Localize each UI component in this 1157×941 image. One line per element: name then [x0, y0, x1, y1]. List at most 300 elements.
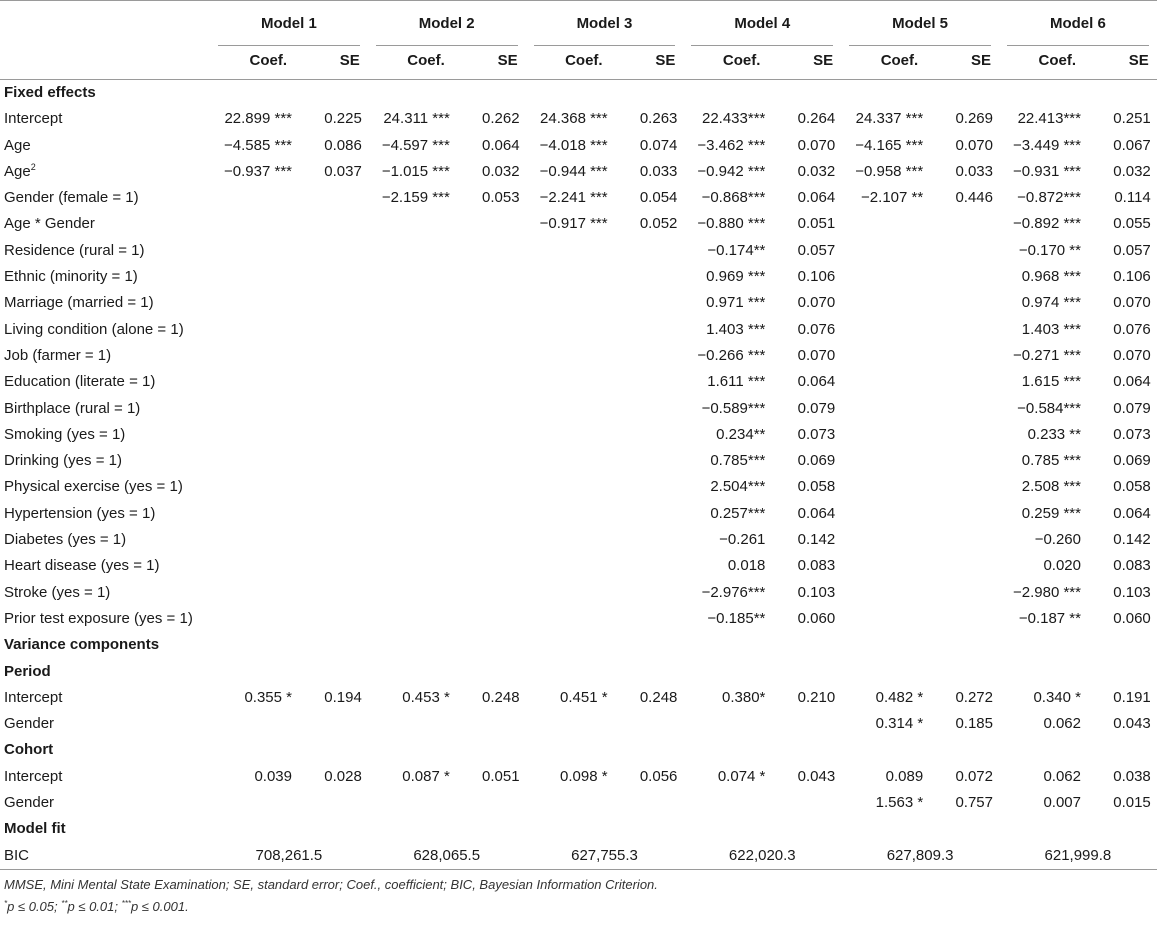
se-cell [936, 264, 999, 290]
table-row [0, 317, 1157, 343]
empty-cell [526, 816, 621, 842]
coef-cell: 2.508 *** [1021, 478, 1081, 496]
se-cell [621, 343, 684, 369]
se-cell: 0.083 [1113, 557, 1151, 575]
coef-cell: 2.504*** [710, 478, 766, 496]
se-cell: 0.057 [797, 241, 836, 259]
se-header: SE [339, 52, 360, 69]
coef-cell: 0.969 *** [706, 268, 766, 286]
coef-cell: 0.482 * [875, 688, 924, 706]
coef-cell: 1.611 *** [707, 373, 766, 391]
coef-cell [841, 369, 936, 395]
table-row [0, 238, 1157, 264]
coef-cell [210, 580, 305, 606]
se-cell [463, 369, 526, 395]
se-cell: 0.073 [1113, 425, 1151, 443]
coef-cell: 0.785*** [710, 452, 766, 470]
row-label-text: Gender [4, 794, 55, 812]
section-row [0, 659, 1157, 685]
coef-cell [526, 343, 621, 369]
se-cell: 0.015 [1113, 794, 1151, 812]
coef-cell: 0.089 [885, 767, 924, 785]
se-cell: 0.064 [1113, 373, 1151, 391]
coef-cell: −0.584*** [1017, 399, 1081, 417]
coef-cell: −0.958 *** [855, 162, 924, 180]
coef-cell [210, 396, 305, 422]
coef-cell: 0.020 [1043, 557, 1081, 575]
bic-cell: 708,261.5 [255, 846, 323, 864]
sig-mark: ** [61, 899, 68, 908]
table-row [0, 448, 1157, 474]
empty-cell [841, 80, 936, 107]
coef-cell [368, 501, 463, 527]
se-cell [463, 553, 526, 579]
model-header [683, 1, 841, 48]
empty-cell [841, 632, 936, 658]
empty-cell [463, 816, 526, 842]
table-body [0, 80, 1157, 870]
empty-cell [621, 659, 684, 685]
row-label-text: Marriage (married = 1) [4, 294, 154, 312]
empty-cell [210, 737, 305, 763]
coef-cell [526, 606, 621, 632]
se-cell: 0.060 [797, 609, 836, 627]
coef-cell: 0.974 *** [1021, 294, 1081, 312]
row-label-text: Heart disease (yes = 1) [4, 557, 160, 575]
se-cell [936, 527, 999, 553]
coef-cell: 24.311 *** [383, 110, 450, 128]
empty-cell [841, 659, 936, 685]
coef-cell: 1.615 *** [1021, 373, 1081, 391]
se-cell: 0.051 [482, 767, 520, 785]
coef-cell: −0.880 *** [697, 215, 766, 233]
corner-cell [0, 47, 210, 80]
table-row [0, 343, 1157, 369]
empty-cell [683, 632, 778, 658]
empty-cell [1094, 737, 1157, 763]
se-cell: 0.114 [1114, 189, 1151, 207]
coef-cell [526, 290, 621, 316]
coef-cell: −0.271 *** [1013, 346, 1081, 364]
superscript: 2 [30, 161, 36, 172]
coef-cell [210, 553, 305, 579]
coef-cell [210, 790, 305, 816]
coef-cell [368, 711, 463, 737]
coef-cell [368, 606, 463, 632]
se-cell: 0.086 [324, 136, 362, 154]
empty-cell [999, 80, 1094, 107]
se-cell: 0.194 [324, 688, 362, 706]
row-label [0, 317, 210, 343]
table-row [0, 396, 1157, 422]
se-cell [305, 606, 368, 632]
se-cell [936, 422, 999, 448]
se-cell: 0.033 [639, 162, 678, 180]
coef-cell [526, 317, 621, 343]
coef-cell [841, 422, 936, 448]
coef-cell [841, 396, 936, 422]
se-cell [463, 501, 526, 527]
se-cell: 0.264 [797, 110, 836, 128]
se-cell: 0.269 [955, 110, 993, 128]
row-label [0, 422, 210, 448]
se-cell: 0.103 [797, 583, 836, 601]
sig-text: p ≤ 0.01; [67, 899, 122, 914]
se-cell: 0.757 [955, 794, 993, 812]
empty-cell [778, 659, 841, 685]
coef-cell [526, 501, 621, 527]
se-cell: 0.037 [324, 162, 362, 180]
row-label-text: Birthplace (rural = 1) [4, 399, 141, 417]
empty-cell [778, 80, 841, 107]
empty-cell [305, 80, 368, 107]
se-cell: 0.060 [1113, 609, 1151, 627]
coef-cell [210, 238, 305, 264]
table-row [0, 843, 1157, 870]
se-cell [621, 606, 684, 632]
model-label: Model 1 [260, 15, 317, 32]
coef-cell [210, 711, 305, 737]
se-cell [778, 790, 841, 816]
se-header: SE [970, 52, 991, 69]
se-cell [936, 211, 999, 237]
row-label-text: Age * Gender [4, 215, 95, 233]
se-cell: 0.033 [955, 162, 993, 180]
model-header [368, 1, 526, 48]
se-cell [621, 527, 684, 553]
coef-cell [526, 580, 621, 606]
se-cell [305, 238, 368, 264]
se-header: SE [497, 52, 518, 69]
se-cell: 0.069 [797, 452, 836, 470]
row-label [0, 343, 210, 369]
se-cell [621, 790, 684, 816]
se-cell: 0.106 [1113, 268, 1151, 286]
sig-text: p ≤ 0.001. [130, 899, 189, 914]
model-header [526, 1, 684, 48]
se-cell: 0.064 [797, 189, 836, 207]
coef-cell [368, 211, 463, 237]
coef-cell: 1.403 *** [1021, 320, 1081, 338]
coef-cell: 0.087 * [402, 767, 450, 785]
section-label: Model fit [4, 820, 66, 838]
coef-cell [841, 580, 936, 606]
coef-cell: −0.937 *** [224, 162, 292, 180]
empty-cell [210, 816, 305, 842]
se-cell: 0.028 [324, 767, 362, 785]
coef-cell: 22.433*** [701, 110, 766, 128]
model-label: Model 6 [1049, 15, 1106, 32]
row-label [0, 106, 210, 132]
coef-cell: 0.785 *** [1021, 452, 1081, 470]
coef-cell: −0.170 ** [1018, 241, 1081, 259]
row-label-text: Intercept [4, 110, 63, 128]
coef-cell: 0.355 * [244, 688, 292, 706]
coef-cell [841, 238, 936, 264]
se-cell [463, 211, 526, 237]
coef-cell [526, 711, 621, 737]
coef-cell [368, 238, 463, 264]
se-cell: 0.055 [1113, 215, 1151, 233]
se-cell: 0.191 [1113, 688, 1151, 706]
se-cell [621, 448, 684, 474]
se-cell: 0.074 [639, 136, 678, 154]
empty-cell [936, 80, 999, 107]
se-cell: 0.072 [955, 767, 993, 785]
coef-cell [368, 369, 463, 395]
se-cell [305, 264, 368, 290]
empty-cell [621, 816, 684, 842]
se-cell [305, 290, 368, 316]
coef-cell [210, 501, 305, 527]
row-label [0, 185, 210, 211]
row-label: BIC [4, 846, 30, 864]
se-cell [305, 790, 368, 816]
table-row [0, 711, 1157, 737]
bic-cell: 622,020.3 [728, 846, 796, 864]
se-cell: 0.058 [797, 478, 836, 496]
table-row [0, 211, 1157, 237]
se-cell: 0.185 [955, 715, 993, 733]
row-label-text: Age [4, 162, 31, 180]
coef-cell [841, 527, 936, 553]
empty-cell [1094, 632, 1157, 658]
coef-cell [210, 211, 305, 237]
row-label [0, 159, 210, 185]
coef-cell: −0.917 *** [539, 215, 608, 233]
se-cell [305, 369, 368, 395]
empty-cell [999, 659, 1094, 685]
se-cell [936, 396, 999, 422]
empty-cell [621, 632, 684, 658]
empty-cell [305, 632, 368, 658]
row-label [0, 264, 210, 290]
se-cell: 0.248 [639, 688, 678, 706]
table-row [0, 369, 1157, 395]
row-label-text: Living condition (alone = 1) [4, 320, 184, 338]
coef-cell [841, 264, 936, 290]
coef-cell [526, 238, 621, 264]
empty-cell [683, 737, 778, 763]
se-cell [936, 369, 999, 395]
coef-cell [841, 606, 936, 632]
coef-header: Coef. [565, 52, 603, 69]
se-cell: 0.064 [482, 136, 520, 154]
coef-cell [368, 343, 463, 369]
coef-cell: −3.449 *** [1013, 136, 1081, 154]
coef-cell [526, 474, 621, 500]
empty-cell [1094, 659, 1157, 685]
se-cell: 0.070 [797, 346, 836, 364]
empty-cell [305, 737, 368, 763]
coef-cell [841, 501, 936, 527]
se-cell [463, 422, 526, 448]
table-row [0, 185, 1157, 211]
model-label: Model 4 [734, 15, 791, 32]
coef-cell: −4.018 *** [539, 136, 608, 154]
empty-cell [368, 632, 463, 658]
se-cell [305, 422, 368, 448]
se-cell [463, 264, 526, 290]
coef-cell: 0.062 [1043, 767, 1081, 785]
se-cell: 0.263 [639, 110, 678, 128]
empty-cell [999, 632, 1094, 658]
se-cell [305, 501, 368, 527]
empty-cell [1094, 80, 1157, 107]
se-cell [621, 474, 684, 500]
se-cell [936, 290, 999, 316]
se-cell [305, 580, 368, 606]
coef-cell [683, 711, 778, 737]
se-cell: 0.272 [955, 688, 993, 706]
empty-cell [210, 632, 305, 658]
se-cell: 0.043 [1113, 715, 1151, 733]
table-row [0, 764, 1157, 790]
se-cell: 0.079 [797, 399, 836, 417]
table-row [0, 527, 1157, 553]
coef-cell [368, 290, 463, 316]
se-cell [463, 448, 526, 474]
empty-cell [683, 816, 778, 842]
coef-cell: 0.380* [722, 688, 766, 706]
se-cell: 0.142 [1113, 531, 1151, 549]
coef-cell: −0.872*** [1017, 189, 1081, 207]
row-label-text: Prior test exposure (yes = 1) [4, 609, 193, 627]
coef-cell [526, 553, 621, 579]
empty-cell [841, 816, 936, 842]
coef-cell: −2.980 *** [1013, 583, 1081, 601]
empty-cell [778, 737, 841, 763]
se-cell: 0.052 [639, 215, 678, 233]
model-header [999, 1, 1157, 48]
coef-cell: 1.563 * [875, 794, 924, 812]
row-label [0, 290, 210, 316]
coef-cell [841, 317, 936, 343]
coef-header: Coef. [407, 52, 445, 69]
empty-cell [305, 659, 368, 685]
section-row [0, 80, 1157, 107]
se-cell [463, 711, 526, 737]
coef-cell: −0.892 *** [1013, 215, 1081, 233]
se-cell [936, 606, 999, 632]
coef-cell [526, 264, 621, 290]
coef-cell: 0.340 * [1033, 688, 1081, 706]
se-cell: 0.043 [797, 767, 836, 785]
table-row [0, 501, 1157, 527]
empty-cell [936, 659, 999, 685]
coef-cell: −2.976*** [701, 583, 766, 601]
se-cell: 0.225 [324, 110, 362, 128]
coef-cell: −4.597 *** [381, 136, 450, 154]
row-label [0, 396, 210, 422]
table-row [0, 264, 1157, 290]
empty-cell [526, 632, 621, 658]
coef-cell: −0.944 *** [539, 162, 608, 180]
coef-cell: −0.261 [719, 531, 766, 549]
row-label [0, 527, 210, 553]
coef-cell [526, 448, 621, 474]
row-label-text: Gender [4, 715, 55, 733]
table-row [0, 290, 1157, 316]
empty-cell [526, 80, 621, 107]
coef-cell: −0.260 [1034, 531, 1081, 549]
se-cell [621, 264, 684, 290]
empty-cell [778, 816, 841, 842]
se-cell: 0.070 [797, 136, 836, 154]
se-cell: 0.070 [1113, 294, 1151, 312]
coef-cell: −0.589*** [701, 399, 766, 417]
se-cell [936, 501, 999, 527]
coef-cell: 1.403 *** [706, 320, 766, 338]
se-cell [621, 317, 684, 343]
row-label-text: Intercept [4, 767, 63, 785]
se-cell: 0.051 [797, 215, 836, 233]
row-label-text: Ethnic (minority = 1) [4, 268, 138, 286]
se-cell [463, 343, 526, 369]
coef-cell [368, 527, 463, 553]
se-cell [621, 396, 684, 422]
row-label [0, 790, 210, 816]
se-cell [305, 448, 368, 474]
se-cell: 0.262 [482, 110, 520, 128]
coef-cell: −2.107 ** [861, 189, 924, 207]
se-cell: 0.248 [482, 688, 520, 706]
coef-cell: −2.159 *** [381, 189, 450, 207]
bic-cell: 621,999.8 [1044, 846, 1112, 864]
empty-cell [368, 80, 463, 107]
row-label-text: Diabetes (yes = 1) [4, 531, 127, 549]
coef-cell [526, 790, 621, 816]
coef-cell: 22.899 *** [224, 110, 292, 128]
se-cell: 0.032 [1113, 162, 1151, 180]
empty-cell [368, 737, 463, 763]
empty-cell [683, 80, 778, 107]
coef-cell: 0.259 *** [1021, 504, 1081, 522]
row-label [0, 501, 210, 527]
se-cell: 0.064 [797, 504, 836, 522]
coef-cell: 0.018 [727, 557, 766, 575]
coef-cell: 0.007 [1043, 794, 1081, 812]
row-label-text: Intercept [4, 688, 63, 706]
coef-cell [526, 527, 621, 553]
coef-cell: 0.453 * [402, 688, 450, 706]
footnote-abbreviations: MMSE, Mini Mental State Examination; SE, standard error; Coef., coefficient; BIC, Bayesian Information Criterion. [4, 877, 658, 892]
coef-header: Coef. [1038, 52, 1076, 69]
section-row [0, 816, 1157, 842]
coef-cell [368, 553, 463, 579]
se-cell [936, 580, 999, 606]
se-cell [463, 474, 526, 500]
sig-mark: *** [121, 899, 131, 908]
empty-cell [463, 632, 526, 658]
se-cell [621, 369, 684, 395]
coef-cell: −4.165 *** [855, 136, 924, 154]
coef-header: Coef. [249, 52, 287, 69]
empty-cell [1094, 816, 1157, 842]
coef-cell [210, 369, 305, 395]
se-cell: 0.057 [1113, 241, 1151, 259]
row-label-text: Education (literate = 1) [4, 373, 156, 391]
se-cell [621, 422, 684, 448]
bic-cell: 628,065.5 [413, 846, 481, 864]
se-cell: 0.106 [797, 268, 836, 286]
coef-cell: −0.868*** [701, 189, 766, 207]
se-cell [305, 343, 368, 369]
empty-cell [368, 659, 463, 685]
se-cell [621, 238, 684, 264]
se-cell [305, 711, 368, 737]
se-cell: 0.073 [797, 425, 836, 443]
